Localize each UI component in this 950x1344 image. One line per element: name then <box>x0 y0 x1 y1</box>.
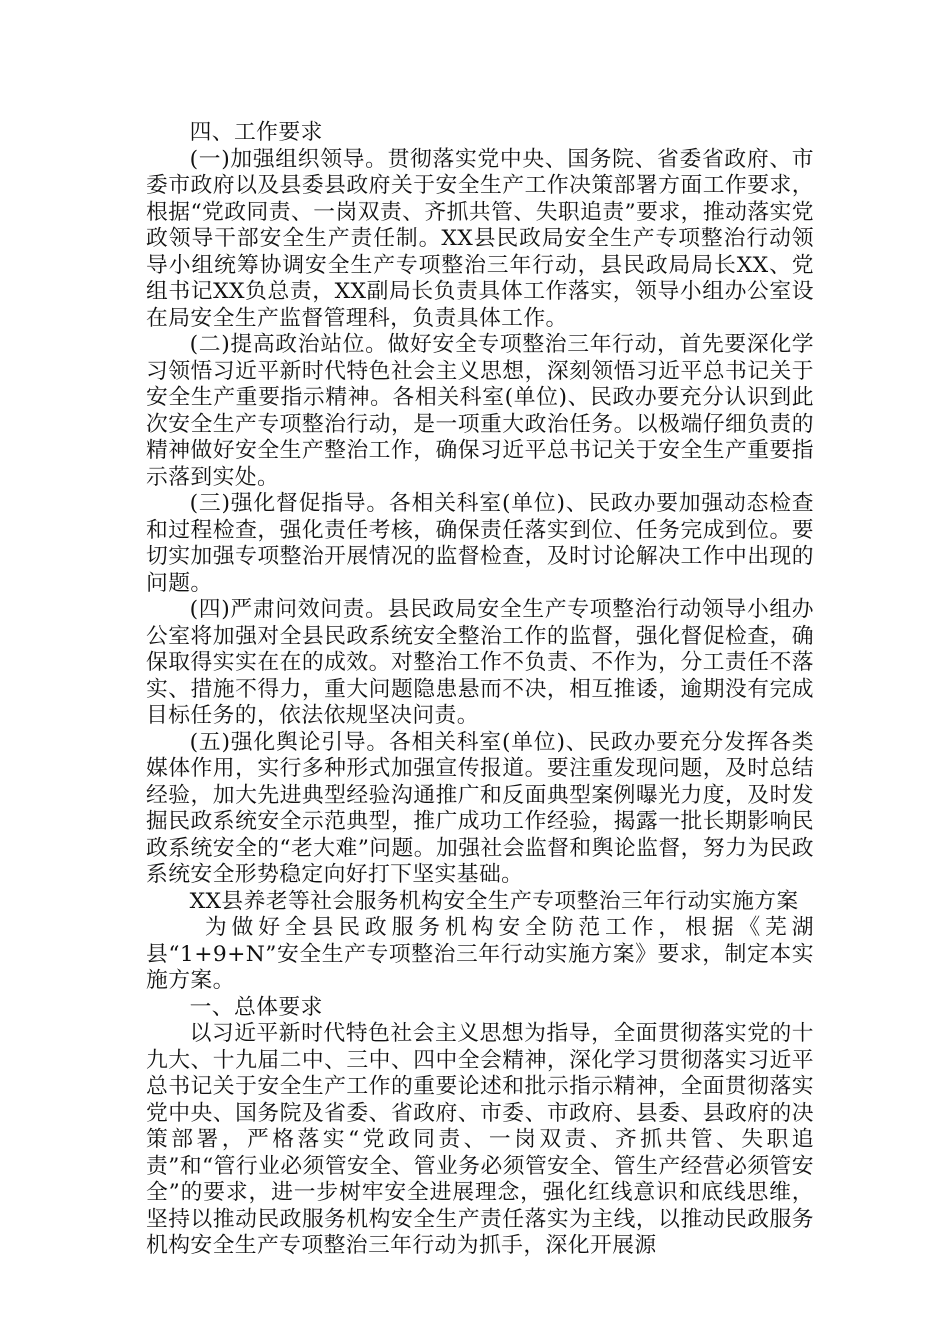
paragraph-organization-leadership: (一)加强组织领导。贯彻落实党中央、国务院、省委省政府、市委市政府以及县委县政府关于安全生产工作决策部署方面工作要求，根据“党政同责、一岗双责、齐抓共管、失职追责”要求，推动落实党政领导干部安全生产责任制。XX县民政局安全生产专项整治行动领导小组统筹协调安全生产专项整治三年行动，县民政局局长XX、党组书记XX负总责，XX副局长负责具体工作落实，领导小组办公室设在局安全生产监督管理科，负责具体工作。 <box>146 146 814 331</box>
section-heading-work-requirements: 四、工作要求 <box>189 120 323 145</box>
paragraph-public-opinion: (五)强化舆论引导。各相关科室(单位)、民政办要充分发挥各类媒体作用，实行多种形式加强宣传报道。要注重发现问题，及时总结经验，加大先进典型经验沟通推广和反面典型案例曝光力度，及时发掘民政系统安全示范典型，推广成功工作经验，揭露一批长期影响民政系统安全的“老大难”问题。加强社会监督和舆论监督，努力为民政系统安全形势稳定向好打下坚实基础。 <box>146 729 814 887</box>
paragraph-political-stance: (二)提高政治站位。做好安全专项整治三年行动，首先要深化学习领悟习近平新时代特色社会主义思想，深刻领悟习近平总书记关于安全生产重要指示精神。各相关科室(单位)、民政办要充分认识到此次安全生产专项整治行动，是一项重大政治任务。以极端仔细负责的精神做好安全生产整治工作，确保习近平总书记关于安全生产重要指示落到实处。 <box>146 332 814 490</box>
paragraph-supervision-guidance: (三)强化督促指导。各相关科室(单位)、民政办要加强动态检查和过程检查，强化责任考核，确保责任落实到位、任务完成到位。要切实加强专项整治开展情况的监督检查，及时讨论解决工作中出现的问题。 <box>146 491 814 596</box>
paragraph-guiding-ideology: 以习近平新时代特色社会主义思想为指导，全面贯彻落实党的十九大、十九届二中、三中、四中全会精神，深化学习贯彻落实习近平总书记关于安全生产工作的重要论述和批示指示精神，全面贯彻落实党中央、国务院及省委、省政府、市委、市政府、县委、县政府的决策部署，严格落实“党政同责、一岗双责、齐抓共管、失职追责”和“管行业必须管安全、管业务必须管安全、管生产经营必须管安全”的要求，进一步树牢安全进展理念，强化红线意识和底线思维，坚持以推动民政服务机构安全生产责任落实为主线，以推动民政服务机构安全生产专项整治三年行动为抓手，深化开展源 <box>146 1021 814 1258</box>
paragraph-plan-intro: 为做好全县民政服务机构安全防范工作，根据《芜湖县“1+9+N”安全生产专项整治三年行动实施方案》要求，制定本实施方案。 <box>146 915 814 993</box>
document-body <box>146 120 814 1260</box>
paragraph-accountability: (四)严肃问效问责。县民政局安全生产专项整治行动领导小组办公室将加强对全县民政系统安全整治工作的监督，强化督促检查，确保取得实实在在的成效。对整治工作不负责、不作为，分工责任不落实、措施不得力，重大问题隐患悬而不决，相互推诿，逾期没有完成目标任务的，依法依规坚决问责。 <box>146 597 814 728</box>
plan-title: XX县养老等社会服务机构安全生产专项整治三年行动实施方案 <box>189 888 799 914</box>
section-heading-overall-requirements: 一、总体要求 <box>189 994 323 1020</box>
